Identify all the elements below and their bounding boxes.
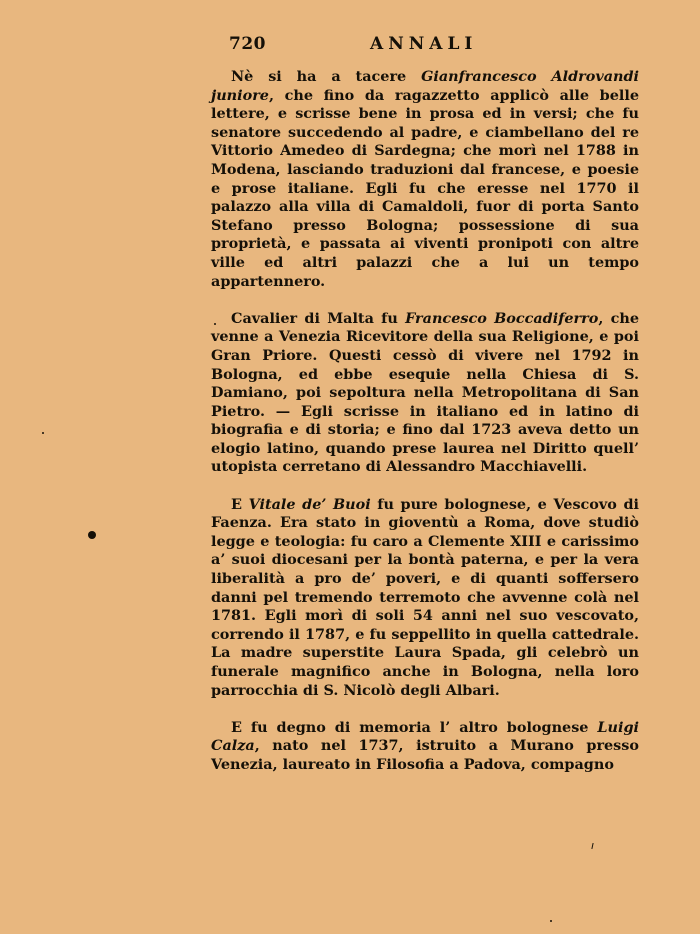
page-header: [0, 34, 700, 58]
paragraph-de-buoi: [211, 496, 639, 701]
paragraph-aldrovandi: [211, 68, 639, 291]
pencil-mark: [591, 843, 593, 849]
person-name-calza: Luigi Calza: [211, 718, 639, 755]
paragraph-boccadiferro: [211, 310, 639, 477]
paragraph-text: , nato nel 1737, istruito a Murano presso Venezia, laureato in Filosofia a Padova, compagno: [211, 737, 639, 773]
running-title: ANNALI: [370, 34, 478, 54]
page-number: 720: [229, 34, 266, 54]
ink-speck: [214, 323, 216, 325]
person-name-boccadiferro: Francesco Boccadiferro: [405, 309, 599, 327]
paragraph-text: , che venne a Venezia Ricevitore della sua Religione, e poi Gran Priore. Questi cessò di vivere nel 1792 in Bologna, ed ebbe esequie nella Chiesa di S. Damiano, poi sepoltura nella Metropolitana di San Pietro. — Egli scrisse in italiano ed in latino di biografia e di storia; e fino dal 1723 aveva detto un elogio latino, quando prese laurea nel Diritto quell’ utopista cerretano di Alessandro Macchiavelli.: [211, 309, 639, 476]
paragraph-text: E fu degno di memoria l’ altro bolognese: [231, 718, 598, 736]
person-name-aldrovandi: Gianfrancesco Aldrovandi juniore: [211, 68, 640, 104]
paragraph-calza: [211, 719, 639, 775]
ink-speck: [42, 432, 44, 434]
paragraph-text: E: [231, 495, 249, 513]
ink-spot: [88, 531, 96, 539]
paragraph-text: , che fino da ragazzetto applicò alle belle lettere, e scrisse bene in prosa ed in versi; che fu senatore succedendo al padre, e ciambellano del re Vittorio Amedeo di Sardegna; che morì nel 1788 in Modena, lasciando traduzioni dal francese, e poesie e prose italiane. Egli fu che eresse nel 1770 il palazzo alla villa di Camaldoli, fuor di porta Santo Stefano presso Bologna; possessione di sua proprietà, e passata ai viventi pronipoti con altre ville ed altri palazzi che a lui un tempo appartennero.: [211, 86, 639, 290]
body-text: [211, 68, 639, 793]
paragraph-text: Cavalier di Malta fu: [231, 309, 406, 327]
person-name-de-buoi: Vitale de’ Buoi: [248, 495, 371, 513]
paragraph-text: fu pure bolognese, e Vescovo di Faenza. Era stato in gioventù a Roma, dove studiò legge e teologia: fu caro a Clemente XIII e carissimo a’ suoi diocesani per la bontà paterna, e per la vera liberalità a pro de’ poveri, e di quanti soffersero danni pel tremendo terremoto che avvenne colà nel 1781. Egli morì di soli 54 anni nel suo vescovato, correndo il 1787, e fu seppellito in quella cattedrale. La madre superstite Laura Spada, gli celebrò un funerale magnifico anche in Bologna, nella loro parrocchia di S. Nicolò degli Albari.: [211, 495, 639, 699]
ink-speck: [550, 920, 552, 922]
paragraph-text: Nè si ha a tacere: [231, 68, 422, 85]
